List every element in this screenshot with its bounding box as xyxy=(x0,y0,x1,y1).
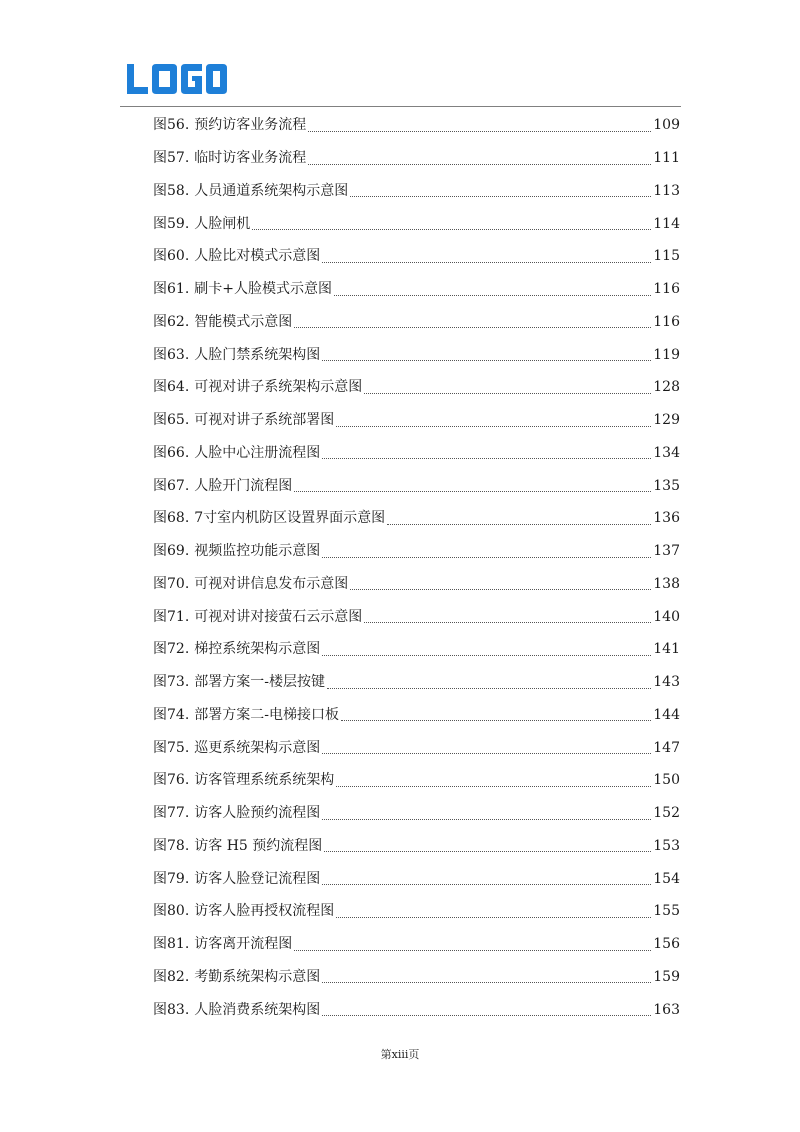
toc-entry[interactable] xyxy=(153,961,680,994)
toc-entry[interactable] xyxy=(153,895,680,928)
logo-mark xyxy=(127,64,227,94)
toc-entry[interactable] xyxy=(153,600,680,633)
dot-leader xyxy=(350,588,651,590)
page-reference: 136 xyxy=(653,510,680,527)
page-reference: 153 xyxy=(653,837,680,854)
figure-title: 访客离开流程图 xyxy=(194,936,293,953)
dot-leader xyxy=(324,850,651,852)
figure-number: 图79. xyxy=(153,870,190,887)
figure-title: 预约访客业务流程 xyxy=(194,117,307,134)
page-reference: 152 xyxy=(653,805,680,822)
figure-number: 图71. xyxy=(153,608,190,625)
figure-title: 可视对讲信息发布示意图 xyxy=(194,575,349,592)
toc-entry[interactable] xyxy=(153,142,680,175)
figure-number: 图64. xyxy=(153,379,190,396)
figure-title: 人脸门禁系统架构图 xyxy=(194,346,321,363)
dot-leader xyxy=(294,949,651,951)
figure-number: 图66. xyxy=(153,444,190,461)
figure-number: 图70. xyxy=(153,575,190,592)
figure-number: 图58. xyxy=(153,182,190,199)
header-divider xyxy=(120,106,681,107)
page-reference: 135 xyxy=(653,477,680,494)
page-reference: 159 xyxy=(653,968,680,985)
figure-number: 图74. xyxy=(153,706,190,723)
page-reference: 163 xyxy=(653,1001,680,1018)
toc-entry[interactable] xyxy=(153,469,680,502)
figure-title: 人脸消费系统架构图 xyxy=(194,1001,321,1018)
toc-entry[interactable] xyxy=(153,862,680,895)
toc-entry[interactable] xyxy=(153,666,680,699)
dot-leader xyxy=(336,425,651,427)
dot-leader xyxy=(322,359,651,361)
page-reference: 150 xyxy=(653,772,680,789)
figure-number: 图56. xyxy=(153,117,190,134)
figure-number: 图73. xyxy=(153,674,190,691)
page-reference: 129 xyxy=(653,412,680,429)
page-reference: 116 xyxy=(653,313,680,330)
toc-entry[interactable] xyxy=(153,928,680,961)
figure-number: 图82. xyxy=(153,968,190,985)
dot-leader xyxy=(341,719,651,721)
page-reference: 144 xyxy=(653,706,680,723)
page-reference: 140 xyxy=(653,608,680,625)
toc-entry[interactable] xyxy=(153,764,680,797)
page-reference: 154 xyxy=(653,870,680,887)
toc-entry[interactable] xyxy=(153,568,680,601)
dot-leader xyxy=(322,261,651,263)
toc-entry[interactable] xyxy=(153,797,680,830)
toc-entry[interactable] xyxy=(153,306,680,339)
figure-title: 访客 H5 预约流程图 xyxy=(194,837,323,854)
figure-title: 部署方案二-电梯接口板 xyxy=(194,706,339,723)
figure-list xyxy=(153,109,680,1026)
page-reference: 116 xyxy=(653,281,680,298)
figure-title: 视频监控功能示意图 xyxy=(194,543,321,560)
dot-leader xyxy=(322,654,651,656)
page-reference: 113 xyxy=(653,182,680,199)
page-reference: 156 xyxy=(653,936,680,953)
toc-entry[interactable] xyxy=(153,404,680,437)
page-reference: 147 xyxy=(653,739,680,756)
dot-leader xyxy=(322,752,651,754)
page-reference: 119 xyxy=(653,346,680,363)
dot-leader xyxy=(308,130,651,132)
figure-title: 人脸比对模式示意图 xyxy=(194,248,321,265)
figure-number: 图61. xyxy=(153,281,190,298)
figure-title: 可视对讲子系统部署图 xyxy=(194,412,335,429)
figure-title: 可视对讲子系统架构示意图 xyxy=(194,379,363,396)
logo xyxy=(127,62,227,96)
dot-leader xyxy=(334,294,651,296)
dot-leader xyxy=(336,916,651,918)
toc-entry[interactable] xyxy=(153,731,680,764)
dot-leader xyxy=(364,621,651,623)
dot-leader xyxy=(322,818,651,820)
figure-number: 图68. xyxy=(153,510,190,527)
toc-entry[interactable] xyxy=(153,109,680,142)
figure-title: 访客管理系统系统架构 xyxy=(194,772,335,789)
figure-title: 部署方案一-楼层按键 xyxy=(194,674,325,691)
figure-title: 7寸室内机防区设置界面示意图 xyxy=(194,510,386,527)
figure-title: 访客人脸登记流程图 xyxy=(194,870,321,887)
dot-leader xyxy=(336,785,651,787)
figure-title: 访客人脸再授权流程图 xyxy=(194,903,335,920)
page-reference: 143 xyxy=(653,674,680,691)
toc-entry[interactable] xyxy=(153,273,680,306)
toc-entry[interactable] xyxy=(153,240,680,273)
figure-title: 智能模式示意图 xyxy=(194,313,293,330)
figure-number: 图63. xyxy=(153,346,190,363)
dot-leader xyxy=(294,490,651,492)
dot-leader xyxy=(322,457,651,459)
figure-title: 考勤系统架构示意图 xyxy=(194,968,321,985)
figure-number: 图65. xyxy=(153,412,190,429)
figure-number: 图75. xyxy=(153,739,190,756)
dot-leader xyxy=(327,687,651,689)
figure-title: 刷卡+人脸模式示意图 xyxy=(194,281,332,298)
figure-title: 访客人脸预约流程图 xyxy=(194,805,321,822)
figure-number: 图62. xyxy=(153,313,190,330)
figure-title: 可视对讲对接萤石云示意图 xyxy=(194,608,363,625)
toc-entry[interactable] xyxy=(153,535,680,568)
dot-leader xyxy=(322,556,651,558)
figure-number: 图57. xyxy=(153,150,190,167)
toc-entry[interactable] xyxy=(153,371,680,404)
page-reference: 115 xyxy=(653,248,680,265)
toc-entry[interactable] xyxy=(153,338,680,371)
toc-entry[interactable] xyxy=(153,175,680,208)
toc-entry[interactable] xyxy=(153,993,680,1026)
toc-entry[interactable] xyxy=(153,502,680,535)
figure-number: 图59. xyxy=(153,215,190,232)
figure-number: 图81. xyxy=(153,936,190,953)
figure-title: 人脸开门流程图 xyxy=(194,477,293,494)
dot-leader xyxy=(294,326,651,328)
toc-entry[interactable] xyxy=(153,207,680,240)
page-reference: 138 xyxy=(653,575,680,592)
dot-leader xyxy=(322,981,651,983)
figure-number: 图60. xyxy=(153,248,190,265)
figure-title: 人脸中心注册流程图 xyxy=(194,444,321,461)
figure-title: 巡更系统架构示意图 xyxy=(194,739,321,756)
toc-entry[interactable] xyxy=(153,633,680,666)
page-reference: 137 xyxy=(653,543,680,560)
figure-number: 图72. xyxy=(153,641,190,658)
figure-title: 人员通道系统架构示意图 xyxy=(194,182,349,199)
page-reference: 111 xyxy=(653,150,680,167)
page-reference: 155 xyxy=(653,903,680,920)
dot-leader xyxy=(350,195,651,197)
figure-title: 人脸闸机 xyxy=(194,215,251,232)
figure-number: 图80. xyxy=(153,903,190,920)
figure-number: 图77. xyxy=(153,805,190,822)
toc-entry[interactable] xyxy=(153,699,680,732)
page-reference: 134 xyxy=(653,444,680,461)
figure-number: 图69. xyxy=(153,543,190,560)
figure-number: 图67. xyxy=(153,477,190,494)
dot-leader xyxy=(322,1014,651,1016)
dot-leader xyxy=(387,523,651,525)
page-reference: 114 xyxy=(653,215,680,232)
dot-leader xyxy=(364,392,651,394)
figure-title: 梯控系统架构示意图 xyxy=(194,641,321,658)
figure-number: 图83. xyxy=(153,1001,190,1018)
dot-leader xyxy=(308,163,651,165)
page-reference: 141 xyxy=(653,641,680,658)
page-number: 第xiii页 xyxy=(380,1048,420,1061)
figure-number: 图76. xyxy=(153,772,190,789)
page-reference: 128 xyxy=(653,379,680,396)
dot-leader xyxy=(252,228,651,230)
toc-entry[interactable] xyxy=(153,437,680,470)
toc-entry[interactable] xyxy=(153,830,680,863)
figure-title: 临时访客业务流程 xyxy=(194,150,307,167)
page-reference: 109 xyxy=(653,117,680,134)
dot-leader xyxy=(322,883,651,885)
figure-number: 图78. xyxy=(153,837,190,854)
